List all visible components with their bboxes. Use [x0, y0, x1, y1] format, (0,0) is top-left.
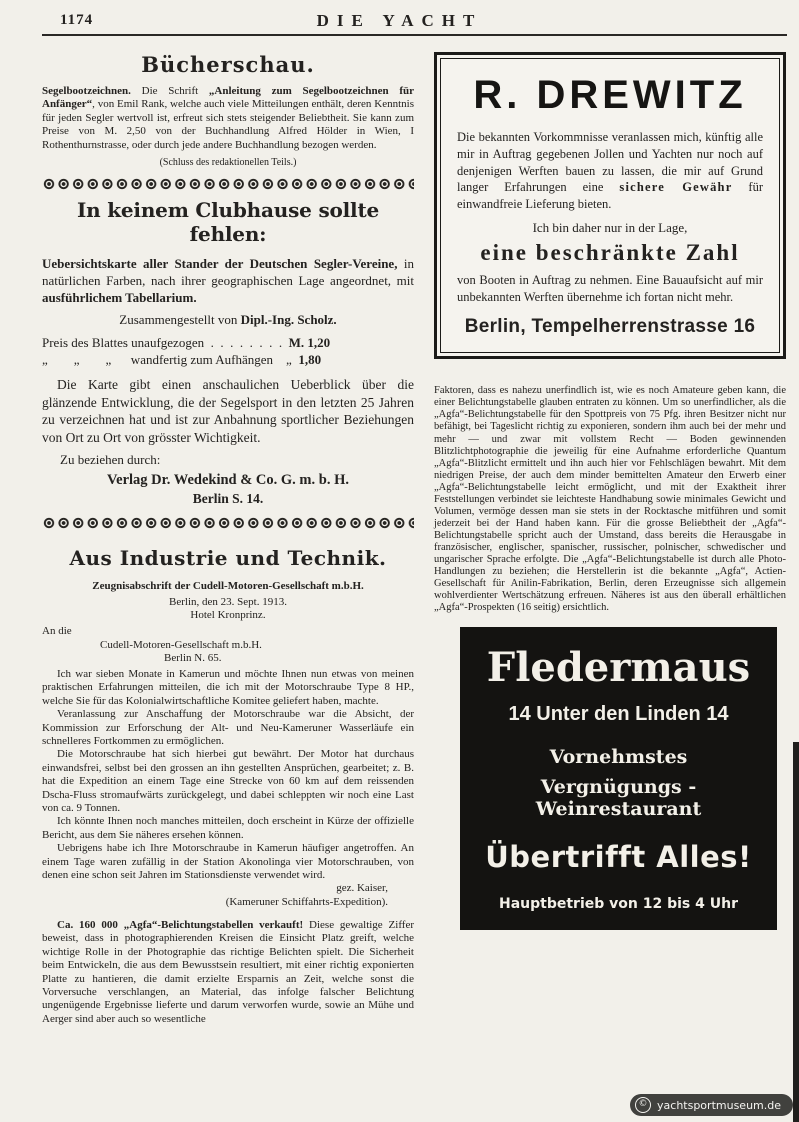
fledermaus-ad — [460, 627, 777, 930]
map-title: Uebersichtskarte aller Stander der Deutschen Segler-Vereine, — [42, 256, 398, 272]
paragraph-emphasis: sichere Gewähr — [619, 180, 733, 195]
buecherschau-heading: Bücherschau. — [141, 52, 315, 77]
letter-place: Hotel Kronprinz. — [190, 609, 266, 622]
page-number: 1174 — [60, 12, 94, 28]
left-column — [42, 46, 414, 1026]
clubhaus-ad-paragraph — [42, 256, 414, 307]
paragraph-text: , von Emil Rank, welche auch viele Mitteilungen enthält, deren Kenntnis für jeden Segler wertvoll ist, erfreut sich stets steigender Beliebtheit. Sie kann zum Preise von M. 2,50 von der Buchhandlung Alfred Hölder in Wien, I Rothenthurnstrasse, oder durch jede andere Buchhandlung bezogen werden. — [42, 98, 414, 151]
buecherschau-paragraph — [42, 85, 414, 152]
drewitz-ad-highlight: eine beschränkte Zahl — [480, 239, 740, 265]
fledermaus-ad-name: Fledermaus — [486, 644, 751, 692]
watermark-badge — [630, 1094, 793, 1116]
fledermaus-ad-hours: Hauptbetrieb von 12 bis 4 Uhr — [499, 896, 738, 913]
letter-salutation: An die — [42, 625, 72, 638]
masthead-title: DIE YACHT — [316, 11, 483, 30]
industrie-section-heading: Aus Industrie und Technik. — [69, 546, 387, 571]
letter-paragraph: Ich könnte Ihnen noch manches mitteilen, doch erscheint in Kürze der offizielle Bericht, aus dem Sie näheres ersehen können. — [42, 815, 414, 841]
drewitz-ad-paragraph: von Booten in Auftrag zu nehmen. Eine Bauaufsicht auf mir unbekannten Werften übernehme ich fortan nicht mehr. — [457, 272, 763, 304]
right-column — [434, 52, 786, 930]
agfa-article-start — [42, 919, 414, 1026]
drewitz-ad-line: Ich bin daher nur in der Lage, — [532, 219, 688, 235]
drewitz-ad-address: Berlin, Tempelherrenstrasse 16 — [464, 316, 756, 338]
paragraph-text: Zusammengestellt von — [119, 311, 241, 327]
price-label: Preis des Blattes unaufgezogen . . . . . . . . — [42, 334, 289, 350]
publisher-city: Berlin S. 14. — [192, 491, 264, 507]
paragraph-text: Die Schrift — [130, 85, 209, 97]
paragraph-lead: Segelbootzeichnen. — [42, 85, 131, 97]
compiler-name: Dipl.-Ing. Scholz. — [240, 311, 337, 327]
paragraph-lead: Ca. 160 000 „Agfa“-Belichtungstabellen verkauft! — [57, 918, 304, 931]
price-label: „ „ „ wandfertig zum Aufhängen „ — [42, 352, 299, 368]
drewitz-ad-paragraph — [457, 129, 763, 213]
paragraph-text: Die bekannten Vorkommnisse veranlassen mich, künftig alle mir in Auftrag gegebenen Jollen und Yachten nur noch auf denjenigen Werften bauen zu lassen, die mir auf Grund langer Erfahrungen eine — [457, 130, 763, 195]
drewitz-ad — [434, 52, 786, 359]
editorial-closing-note: (Schluss des redaktionellen Teils.) — [159, 157, 297, 169]
price-line-1 — [42, 334, 414, 352]
clubhaus-ad — [42, 177, 414, 530]
fledermaus-ad-address: 14 Unter den Linden 14 — [508, 703, 729, 726]
clubhaus-ad-heading: In keinem Clubhause sollte fehlen: — [76, 198, 380, 247]
letter-recipient: Cudell-Motoren-Gesellschaft m.b.H. — [100, 638, 262, 651]
paragraph-text: in natürlichen Farben, nach ihrer geographischen Lage angeordnet, mit — [42, 256, 414, 288]
fledermaus-ad-slogan: Übertrifft Alles! — [485, 840, 752, 875]
price-value: 1,80 — [298, 352, 322, 368]
letter-paragraph: Veranlassung zur Anschaffung der Motorschraube war die Absicht, der Kommission zur Erforschung der Alt- und Neu-Kameruner Wasserläufe ein schnelleres Fortkommen zu ermöglichen. — [42, 708, 414, 748]
letter-recipient-city: Berlin N. 65. — [164, 651, 222, 664]
order-through-line: Zu beziehen durch: — [60, 452, 161, 468]
book-title: „Anleitung zum Segelbootzeichnen für Anfänger“ — [42, 85, 414, 111]
price-value: M. 1,20 — [288, 334, 331, 350]
map-description: Die Karte gibt einen anschaulichen Ueberblick über die glänzende Entwicklung, die der Segelsport in den letzten 25 Jahren zu verzeichnen hat und ist zur Anbahnung sportlicher Beziehungen von Ort zu Ort von grösster Wichtigkeit. — [42, 376, 414, 446]
price-line-2 — [42, 351, 414, 369]
paragraph-bold: ausführlichem Tabellarium. — [42, 289, 197, 305]
ornament-border-top — [42, 177, 414, 191]
scan-edge-artifact — [793, 742, 799, 1122]
fledermaus-ad-line: Vergnügungs - Weinrestaurant — [535, 776, 702, 821]
drewitz-ad-inner-frame — [440, 58, 780, 353]
paragraph-text: Diese gewaltige Ziffer beweist, dass in photographierenden Kreisen die Einsicht Platz greift, welche wichtige Rolle in der Photographie das richtige Belichten spielt. Die Sicherheit beim Entwickeln, die aus dem Bewusstsein resultiert, mit einer richtig exponierten Platte zu hantieren, die damit erzielte Ersparnis an Zeit, welche sonst die Vorversuche verschlangen, an Material, das infolge falscher Belichtung ungenügende Ergebnisse lieferte und darum verworfen wurde, sowie an Mühe und Aerger sind aber auch so wesentliche — [42, 918, 414, 1025]
header-rule — [42, 34, 787, 36]
letter-signature: gez. Kaiser, — [336, 882, 388, 895]
ornament-border-bottom — [42, 516, 414, 530]
letter-paragraph: Uebrigens habe ich Ihre Motorschraube in Kamerun häufiger angetroffen. An einem Tage waren zufällig in der Station Akonolinga vier Motorschrauben, von denen eine schon seit Jahren im Stationsdienste verwendet wird. — [42, 842, 414, 882]
paragraph-text: für einwandfreie Lieferung bieten. — [457, 180, 763, 211]
watermark-text: yachtsportmuseum.de — [657, 1098, 781, 1112]
letter-date: Berlin, den 23. Sept. 1913. — [169, 596, 287, 609]
letter-paragraph: Ich war sieben Monate in Kamerun und möchte Ihnen nun etwas von meinen praktischen Erfahrungen mitteilen, die ich mit der Motorschraube Type 8 HP., welche Sie für das Kolonialwirtschaftliche Komitee geliefert haben, machte. — [42, 667, 414, 707]
drewitz-ad-name: R. DREWITZ — [473, 73, 747, 117]
copyright-icon: © — [635, 1097, 651, 1113]
fledermaus-ad-line: Vornehmstes — [549, 746, 688, 769]
testimonial-title: Zeugnisabschrift der Cudell-Motoren-Gesellschaft m.b.H. — [92, 580, 364, 593]
agfa-article-continuation: Faktoren, dass es nahezu unerfindlich ist, wie es noch Amateure geben kann, die einer Belichtungstabelle glauben entraten zu können. Um so unerfindlicher, als die „Agfa“-Belichtungstabelle für den Spottpreis von 75 Pfg. ihren Besitzer nicht nur befähigt, bei Tageslicht richtig zu exponieren, sondern ihm auch bei der mehr und mehr — und zwar mit vollstem Recht — Boden gewinnenden Blitzlichtphotographie die jeweilig für eine Aufnahme erforderliche Quantum „Agfa“-Blitzlicht ermittelt und ihn auch hier vor Fehlschlägen bewahrt. Mit dem niedrigen Preise, der auch dem minder bemittelten Amateur den Erwerb einer „Agfa“-Belichtungstabelle leicht ermöglicht, und mit der Exaktheit ihrer Feststellungen verbindet sie leichteste Handhabung sowie minimales Gewicht und Volumen, vermöge dessen man sie stets in der Rocktasche mitführen und somit jederzeit bei der Hand haben kann. Für die grosse Beliebtheit der „Agfa“-Belichtungstabelle spricht auch der Umstand, dass bereits die Herausgabe in französischer, englischer, spanischer, russischer, polnischer, schwedischer und ungarischer Sprache erfolgte. Die „Agfa“-Belichtungstabelle ist durch alle Photo-Handlungen zu beziehen; die Herstellerin ist die bekannte „Agfa“, Actien-Gesellschaft für Anilin-Fabrikation, Berlin, deren Erzeugnisse sich allgemein wohlverdienter Wertschätzung erfreuen. Näheres ist aus den überall erhältlichen „Agfa“-Prospekten (16 seitig) ersichtlich. — [434, 385, 786, 614]
letter-signature-org: (Kameruner Schiffahrts-Expedition). — [225, 896, 388, 909]
compiled-by-line — [42, 312, 414, 328]
publisher-name: Verlag Dr. Wedekind & Co. G. m. b. H. — [107, 472, 349, 489]
letter-paragraph: Die Motorschraube hat sich hierbei gut bewährt. Der Motor hat durchaus einwandsfrei, selbst bei den grossen an ihn gestellten Ansprüchen, gearbeitet; z. B. hat die Expedition an einem Tage eine Strecke von 60 km auf dem reissenden Dscha-Fluss stromaufwärts zurückgelegt, und dabei schleppten wir noch eine Last von ca. 9 Tonnen. — [42, 748, 414, 815]
